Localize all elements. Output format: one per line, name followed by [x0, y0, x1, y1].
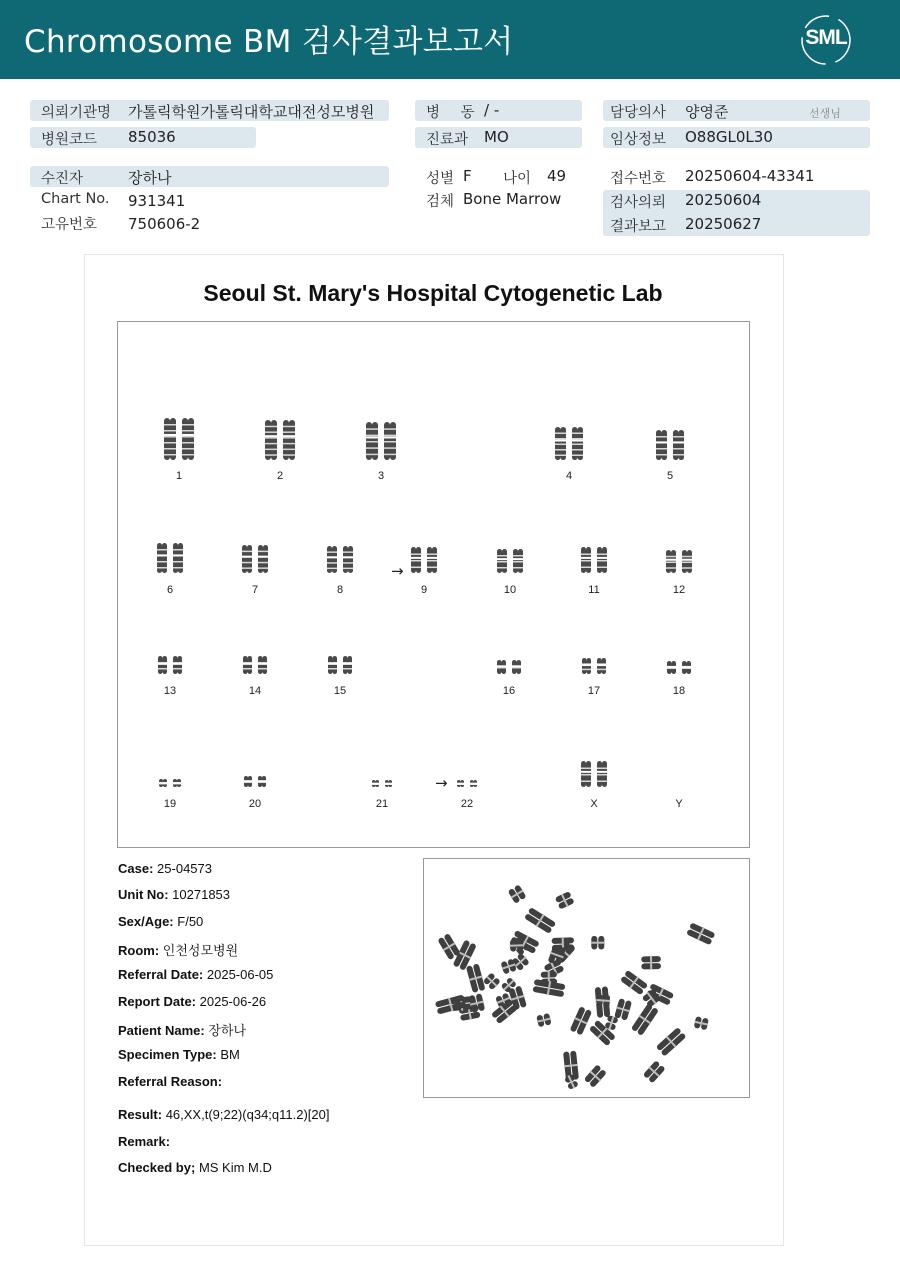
chromosome-label-22: 22 [460, 798, 474, 810]
chromosome-label-17: 17 [587, 685, 601, 697]
clinical-info-value: O88GL0L30 [685, 128, 773, 146]
report-date-label: 결과보고 [610, 219, 667, 235]
chromosome-label-8: 8 [336, 584, 344, 596]
metaphase-chromosome [465, 963, 486, 993]
chromosome-label-11: 11 [588, 584, 600, 596]
metaphase-spread-image [424, 859, 748, 1096]
ward-value: / - [484, 101, 500, 119]
metaphase-chromosome [655, 1027, 686, 1057]
metaphase-chromosome [620, 969, 649, 995]
chromosome-label-X: X [590, 798, 598, 810]
report-title: Chromosome BM 검사결과보고서 [24, 24, 514, 60]
chromosome-label-4: 4 [565, 470, 573, 482]
patient-name-row [118, 1020, 246, 1039]
case-label: Case: [118, 861, 154, 876]
chromosome-label-9: 9 [420, 584, 428, 596]
report-header [0, 0, 900, 79]
hospital-code-value: 85036 [128, 128, 176, 146]
report-patient-name-label: Patient Name: [118, 1023, 205, 1038]
age-label: 나이 [503, 171, 532, 187]
chromosome-label-6: 6 [166, 584, 174, 596]
remark-label: Remark: [118, 1134, 171, 1149]
sex-value: F [463, 167, 472, 185]
unit-no-row [118, 887, 230, 902]
chromosome-label-7: 7 [251, 584, 259, 596]
sml-logo-text: SML [805, 26, 847, 49]
chromosome-label-15: 15 [333, 685, 347, 697]
metaphase-chromosome [630, 1003, 659, 1037]
metaphase-chromosome [686, 922, 716, 946]
chromosome-label-16: 16 [502, 685, 516, 697]
specimen-type-label: Specimen Type: [118, 1047, 217, 1062]
request-date-label: 검사의뢰 [610, 195, 667, 211]
report-date-label-2: Report Date: [118, 994, 197, 1009]
chart-no-label: Chart No. [41, 191, 110, 207]
metaphase-chromosome [642, 1060, 666, 1084]
room-label: Room: [118, 943, 160, 958]
unique-no-value: 750606-2 [128, 215, 201, 233]
patient-name-value: 장하나 [128, 169, 172, 187]
patient-name-label: 수진자 [41, 171, 84, 187]
chromosome-label-20: 20 [248, 798, 262, 810]
room-row [118, 940, 238, 959]
doctor-value: 양영준 [685, 103, 729, 121]
specimen-type-row [118, 1047, 240, 1062]
sex-label: 성별 [426, 171, 455, 187]
report-date-value-2: 2025-06-26 [199, 994, 267, 1009]
institution-value: 가톨릭학원가톨릭대학교대전성모병원 [128, 103, 375, 121]
chart-no-value: 931341 [128, 192, 186, 210]
clinical-info-label: 임상정보 [610, 132, 667, 148]
result-value: 46,XX,t(9;22)(q34;q11.2)[20] [165, 1107, 330, 1122]
checked-by-row [118, 1160, 272, 1175]
chromosome-label-13: 13 [163, 685, 177, 697]
room-value: 인천성모병원 [162, 943, 239, 958]
specimen-label: 검체 [426, 194, 455, 210]
chromosome-label-3: 3 [377, 470, 385, 482]
referral-date-row [118, 967, 273, 982]
referral-reason-row [118, 1074, 222, 1089]
report-patient-name-value: 장하나 [208, 1023, 247, 1038]
metaphase-chromosome [524, 907, 557, 935]
receipt-no-label: 접수번호 [610, 171, 667, 187]
chromosome-label-1: 1 [175, 470, 183, 482]
referral-reason-label: Referral Reason: [118, 1074, 223, 1089]
remark-row [118, 1134, 170, 1149]
metaphase-chromosome [583, 1064, 607, 1088]
specimen-value: Bone Marrow [463, 190, 562, 208]
specimen-type-value: BM [220, 1047, 240, 1062]
metaphase-chromosome [614, 998, 633, 1021]
sex-age-value: F/50 [177, 914, 204, 929]
chromosome-label-18: 18 [672, 685, 686, 697]
lab-title: Seoul St. Mary's Hospital Cytogenetic Lab [203, 280, 663, 306]
report-date-value: 20250627 [685, 215, 762, 233]
patient-name-bar [30, 166, 389, 187]
doctor-suffix: 선생님 [809, 107, 841, 120]
chromosome-label-Y: Y [675, 798, 683, 810]
referral-date-label: Referral Date: [118, 967, 204, 982]
department-label: 진료과 [426, 132, 469, 148]
checked-by-value: MS Kim M.D [198, 1160, 272, 1175]
age-value: 49 [547, 167, 567, 185]
metaphase-chromosome [536, 1013, 552, 1028]
metaphase-chromosome [591, 936, 605, 950]
case-value: 25-04573 [157, 861, 212, 876]
chromosome-label-10: 10 [503, 584, 517, 596]
referral-date-value: 2025-06-05 [206, 967, 274, 982]
chromosome-label-14: 14 [248, 685, 262, 697]
doctor-label: 담당의사 [610, 105, 667, 121]
result-label: Result: [118, 1107, 163, 1122]
unit-no-value: 10271853 [172, 887, 231, 902]
metaphase-chromosome [555, 891, 575, 910]
unit-no-label: Unit No: [118, 887, 169, 902]
ward-label: 병 동 [426, 105, 483, 121]
institution-label: 의뢰기관명 [41, 105, 112, 121]
metaphase-chromosome [482, 972, 501, 991]
chromosome-label-2: 2 [276, 470, 284, 482]
metaphase-chromosome [641, 956, 661, 970]
chromosome-label-19: 19 [163, 798, 177, 810]
report-date-row [118, 994, 266, 1009]
metaphase-chromosome [508, 985, 528, 1010]
department-value: MO [484, 128, 509, 146]
sex-age-label: Sex/Age: [118, 914, 174, 929]
unique-no-label: 고유번호 [41, 217, 98, 233]
case-row [118, 861, 212, 876]
arrow-chr9-icon: → [391, 562, 404, 580]
chromosome-label-12: 12 [672, 584, 686, 596]
result-row [118, 1107, 330, 1122]
checked-by-label: Checked by; [118, 1160, 196, 1175]
metaphase-chromosome [507, 884, 527, 904]
request-date-value: 20250604 [685, 191, 762, 209]
chromosome-label-21: 21 [375, 798, 389, 810]
arrow-chr22-icon: → [435, 774, 448, 792]
chromosome-label-5: 5 [666, 470, 674, 482]
metaphase-chromosome [569, 1006, 593, 1036]
metaphase-chromosome [693, 1016, 709, 1030]
hospital-code-label: 병원코드 [41, 132, 98, 148]
receipt-no-value: 20250604-43341 [685, 167, 815, 185]
sex-age-row [118, 914, 203, 929]
